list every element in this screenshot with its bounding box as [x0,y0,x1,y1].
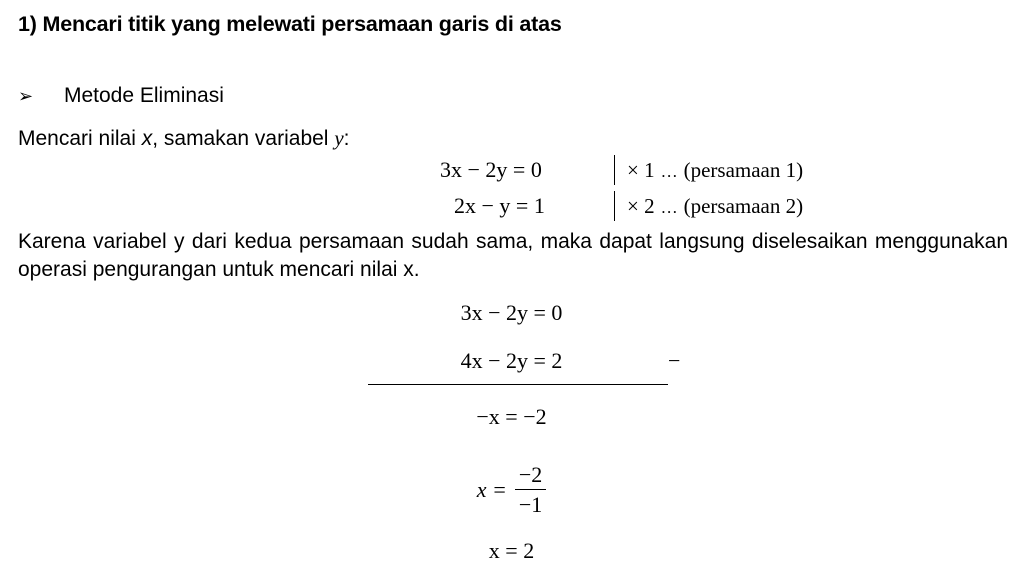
page-title: 1) Mencari titik yang melewati persamaan garis di atas [18,12,562,36]
system-equation-1: 3x − 2y = 0 [440,157,542,182]
bullet-item-metode-eliminasi [18,84,224,108]
intro-middle: , samakan variabel [152,127,335,150]
calculation-line-1: 3x − 2y = 0 [460,300,563,325]
system-equation-2: 2x − y = 1 [454,193,545,218]
calculation-row-1 [0,300,1023,334]
calculation-block [0,300,1023,563]
system-dots-2: … [660,197,678,217]
equation-system [440,155,803,221]
horizontal-rule [368,384,668,385]
explanation-paragraph: Karena variabel y dari kedua persamaan sudah sama, maka dapat langsung diselesaikan menggunakan operasi pengurangan untuk mencari nilai x. [18,230,1008,282]
system-note-1 [627,158,803,183]
fraction-lhs: x = [476,477,507,502]
intro-variable-y: y [334,126,344,150]
arrow-bullet-icon: ➢ [18,86,34,106]
final-answer: x = 2 [488,538,535,563]
calculation-line-2: 4x − 2y = 2 [460,348,563,373]
intro-after: : [343,127,350,150]
intro-line [18,126,349,151]
bullet-label: Metode Eliminasi [64,84,224,107]
intro-variable-x: x [141,127,153,150]
fraction [515,462,546,518]
calculation-row-result [0,404,1023,438]
system-multiplier-1: × 1 [627,157,655,182]
system-divider-2 [605,191,627,221]
intro-before: Mencari nilai [18,127,142,150]
system-note-2 [627,194,803,219]
system-divider-1 [605,155,627,185]
subtraction-operator: − [668,348,681,373]
calculation-result: −x = −2 [476,404,547,429]
calculation-row-2 [0,348,1023,382]
system-dots-1: … [660,161,678,181]
system-label-2: (persamaan 2) [683,193,804,218]
system-label-1: (persamaan 1) [683,157,804,182]
fraction-denominator: −1 [515,489,546,518]
fraction-numerator: −2 [518,462,543,487]
system-multiplier-2: × 2 [627,193,655,218]
fraction-equation [0,462,1023,518]
